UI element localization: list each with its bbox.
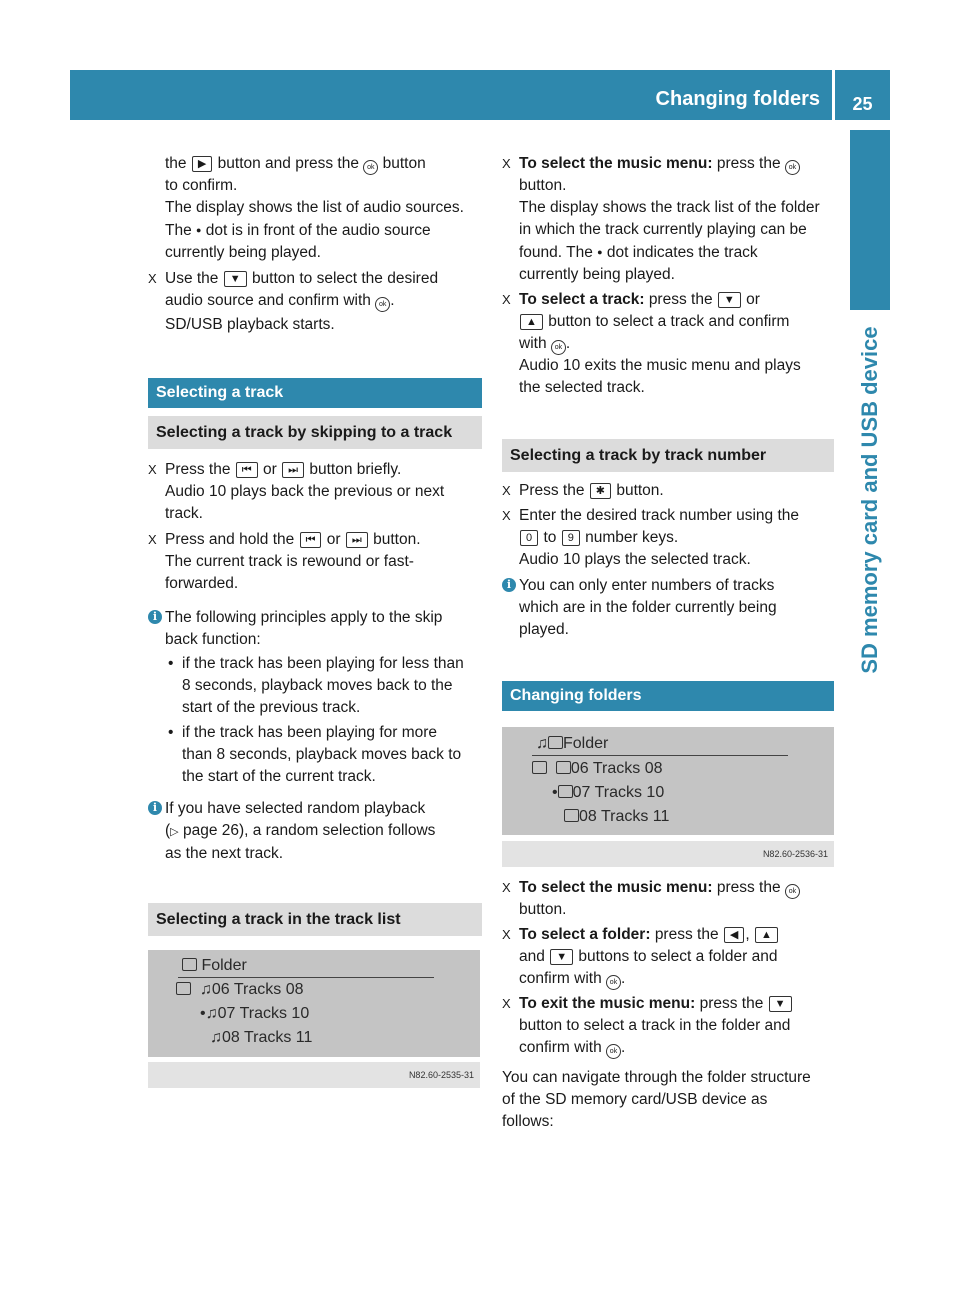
music-note-icon: ♫: [205, 1005, 218, 1022]
subsection-heading: Selecting a track in the track list: [148, 903, 482, 936]
right-column-lower: X To select the music menu: press the ok button. X To select a folder: press the ◀ , ▲ and ▼ buttons to select a folder and confirm with ok . X To exit the music menu: press the ▼ button to select a track in the folder and confirm with ok . You can navigate through the folder structure of the SD memory card/USB device as follows:: [502, 877, 834, 1133]
music-note-icon: ♫: [210, 1029, 222, 1046]
ok-button-icon: ok: [551, 340, 566, 355]
folder-open-icon: [532, 761, 547, 774]
paragraph: You can navigate through the folder structure: [502, 1069, 811, 1086]
list-item: ♫08 Tracks 11: [210, 1029, 313, 1046]
left-key-icon: ◀: [724, 927, 744, 943]
step-arrow-icon: X: [502, 996, 511, 1011]
step-arrow-icon: X: [502, 508, 511, 523]
figure-code: N82.60-2536-31: [502, 841, 834, 867]
step: X To select a folder: press the ◀ , ▲: [502, 924, 834, 946]
step-arrow-icon: X: [502, 292, 511, 307]
step: X Enter the desired track number using the: [502, 505, 834, 527]
prev-key-icon: ⏮: [236, 462, 258, 478]
folder-icon: [548, 736, 563, 749]
page-ref-icon: ▷: [170, 826, 179, 838]
list-item: • if the track has been playing for less than: [148, 653, 482, 675]
left-column: the ▶ button and press the ok button to confirm. The display shows the list of audio sources. The ● dot is in front of the audio source currently being played. X Use the ▼ button to select the desired audio source and confirm with ok . SD/USB playback starts. Selecting a track Selecting a track by skipping to a track X Press the ⏮ or ⏭ button briefly. Audio 10 plays back the previous or next track. X Press and hold the ⏮ or ⏭ button. The current track is rewound or fast- forwarded. i The following principles apply to the skip back function: • if the track has been playing for less than 8 seconds, playback moves back to the start of the previous track. • if the track has been playing for more than 8 seconds, playback moves back to the start of the current track. i If you have selected random playback (▷ page 26), a random selection follows as the next track. Selecting a track in the track list: [148, 153, 482, 936]
music-note-icon: ♫: [199, 981, 212, 998]
display-screenshot: ♫ Folder 06 Tracks 08 • 07 Tracks 10 08 Tracks 11: [502, 727, 834, 835]
bullet-icon: •: [168, 655, 174, 672]
info-note: i You can only enter numbers of tracks: [502, 575, 834, 597]
info-icon: i: [148, 801, 162, 815]
step-arrow-icon: X: [148, 462, 157, 477]
display-screenshot: Folder ♫06 Tracks 08 •♫07 Tracks 10 ♫08 Tracks 11: [148, 950, 480, 1057]
step-arrow-icon: X: [502, 880, 511, 895]
key-0-icon: 0: [520, 530, 538, 546]
section-heading: Changing folders: [502, 681, 834, 711]
step-arrow-icon: X: [502, 483, 511, 498]
step: X Press and hold the ⏮ or ⏭ button.: [148, 529, 482, 551]
folder-icon: [556, 761, 571, 774]
step: X To select the music menu: press the ok: [502, 877, 834, 899]
next-key-icon: ⏭: [346, 532, 368, 548]
step: X Use the ▼ button to select the desired: [148, 268, 482, 290]
step: X To select a track: press the ▼ or: [502, 289, 834, 311]
folder-open-icon: [176, 982, 191, 995]
folder-icon: [558, 785, 573, 798]
down-key-icon: ▼: [224, 271, 247, 287]
page-number: 25: [835, 70, 890, 120]
bullet-icon: •: [168, 724, 174, 741]
divider: [178, 977, 434, 978]
ok-button-icon: ok: [375, 297, 390, 312]
down-key-icon: ▼: [718, 292, 741, 308]
prev-key-icon: ⏮: [300, 532, 322, 548]
music-folder-icon: ♫: [536, 735, 548, 752]
ok-button-icon: ok: [606, 975, 621, 990]
list-item: • if the track has been playing for more: [148, 722, 482, 744]
section-heading: Selecting a track: [148, 378, 482, 408]
down-key-icon: ▼: [769, 996, 792, 1012]
ok-button-icon: ok: [606, 1044, 621, 1059]
folder-icon: [564, 809, 579, 822]
ok-button-icon: ok: [363, 160, 378, 175]
down-key-icon: ▼: [550, 949, 573, 965]
subsection-heading: Selecting a track by track number: [502, 439, 834, 472]
paragraph: the ▶ button and press the ok button: [148, 153, 482, 175]
step-arrow-icon: X: [502, 927, 511, 942]
dot-icon: ●: [196, 225, 202, 235]
step: X Press the ⏮ or ⏭ button briefly.: [148, 459, 482, 481]
side-tab-label: SD memory card and USB device: [857, 326, 882, 674]
step: X To exit the music menu: press the ▼: [502, 993, 834, 1015]
dot-icon: ●: [597, 247, 603, 257]
up-key-icon: ▲: [755, 927, 778, 943]
info-note: i The following principles apply to the skip: [148, 607, 482, 629]
next-key-icon: ⏭: [282, 462, 304, 478]
list-item: • 07 Tracks 10: [552, 784, 665, 801]
page-title: Changing folders: [655, 88, 820, 110]
star-key-icon: ✱: [590, 483, 611, 499]
step-arrow-icon: X: [148, 271, 157, 286]
up-key-icon: ▲: [520, 314, 543, 330]
step: X To select the music menu: press the ok: [502, 153, 834, 175]
info-icon: i: [148, 610, 162, 624]
list-item: 08 Tracks 11: [564, 808, 669, 826]
subsection-heading: Selecting a track by skipping to a track: [148, 416, 482, 449]
ok-button-icon: ok: [785, 160, 800, 175]
play-key-icon: ▶: [192, 156, 212, 172]
folder-icon: [182, 958, 197, 971]
ok-button-icon: ok: [785, 884, 800, 899]
right-column: X To select the music menu: press the ok button. The display shows the track list of the folder in which the track currently playing can be found. The ● dot indicates the track currently being played. X To select a track: press the ▼ or ▲ button to select a track and confirm with ok . Audio 10 exits the music menu and plays the selected track. Selecting a track by track number X Press the ✱ button. X Enter the desired track number using the 0 to 9 number keys. Audio 10 plays the selected track. i You can only enter numbers of tracks which are in the folder currently being played. Changing folders: [502, 153, 834, 711]
side-tab-marker: [850, 130, 890, 310]
info-note: i If you have selected random playback: [148, 798, 482, 820]
step-arrow-icon: X: [502, 156, 511, 171]
key-9-icon: 9: [562, 530, 580, 546]
header-bar: [70, 70, 832, 120]
figure-code: N82.60-2535-31: [148, 1062, 480, 1088]
info-icon: i: [502, 578, 516, 592]
step: X Press the ✱ button.: [502, 480, 834, 502]
step-arrow-icon: X: [148, 532, 157, 547]
divider: [532, 755, 788, 756]
list-item: •♫07 Tracks 10: [200, 1005, 310, 1022]
